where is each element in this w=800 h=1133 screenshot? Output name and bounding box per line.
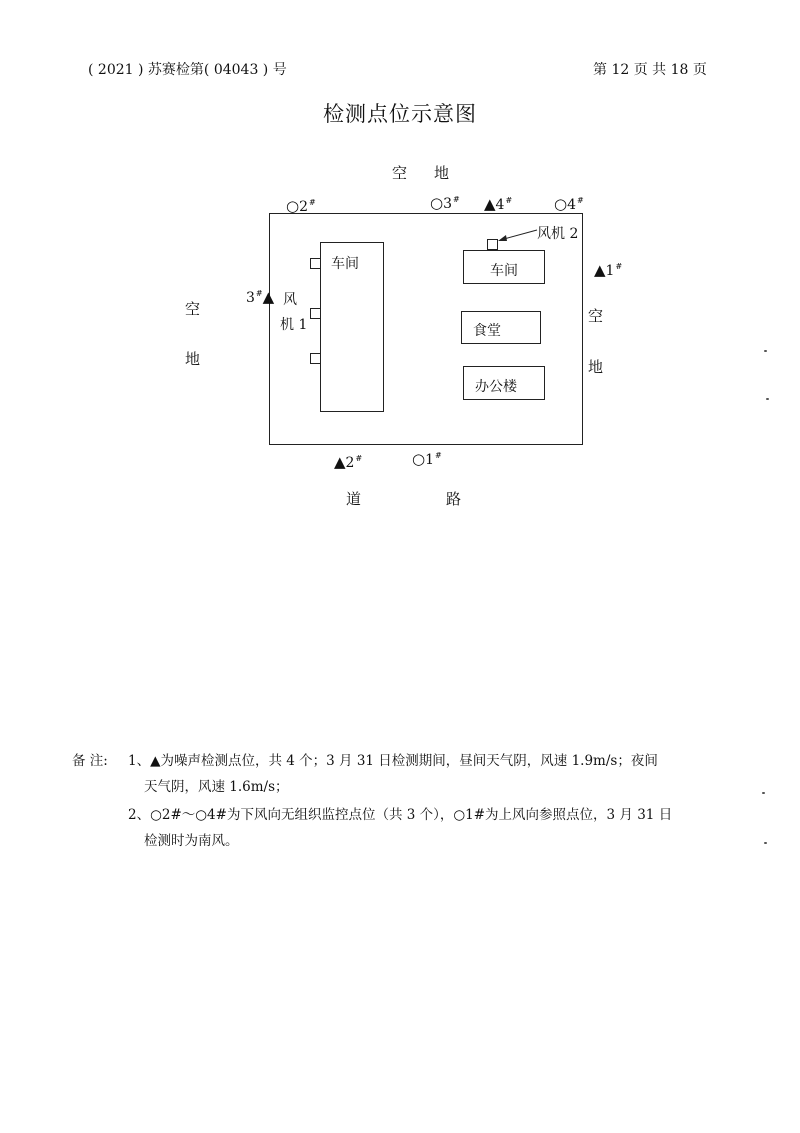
air-point-4: ○4#	[554, 195, 584, 213]
triangle-marker-icon: ▲	[334, 453, 346, 471]
fan1-label-line1: 风	[283, 292, 297, 308]
fan1-label-line2: 机 1	[280, 317, 308, 333]
canteen	[461, 311, 541, 344]
west-label-char2: 地	[185, 350, 201, 368]
air-point-3: ○3#	[430, 194, 460, 212]
west-label-char1: 空	[185, 300, 201, 318]
circle-marker-icon: ○	[430, 194, 444, 212]
noise-point-1: ▲1#	[594, 261, 623, 279]
air-point-2: ○2#	[286, 197, 316, 215]
circle-marker-icon: ○	[286, 197, 300, 215]
page-title: 检测点位示意图	[323, 102, 477, 126]
noise-point-2: ▲2#	[334, 453, 363, 471]
workshop-left-label: 车间	[331, 256, 359, 272]
notes-label: 备 注:	[72, 753, 108, 769]
note-1-line-2: 天气阴，风速 1.6m/s；	[144, 779, 289, 795]
north-label-char2: 地	[434, 164, 450, 182]
canteen-label: 食堂	[473, 323, 501, 339]
workshop-left	[320, 242, 384, 412]
south-label-char2: 路	[446, 490, 462, 508]
fan2-label: 风机 2	[537, 226, 579, 242]
air-point-1: ○1#	[412, 450, 442, 468]
triangle-marker-icon: ▲	[594, 261, 606, 279]
workshop-right	[463, 250, 545, 284]
noise-point-4: ▲4#	[484, 195, 513, 213]
north-label-char1: 空	[392, 164, 408, 182]
fan1-outlet-middle	[310, 308, 321, 319]
east-label-char2: 地	[588, 358, 604, 376]
note-2-line-2: 检测时为南风。	[144, 833, 239, 849]
office-building-label: 办公楼	[475, 379, 517, 395]
fan1-outlet-top	[310, 258, 321, 269]
noise-point-3: 3#▲	[246, 288, 275, 306]
triangle-marker-icon: ▲	[484, 195, 496, 213]
scan-speck	[762, 792, 765, 794]
report-number: ( 2021 ) 苏赛检第( 04043 ) 号	[88, 62, 287, 78]
workshop-right-label: 车间	[490, 263, 518, 279]
triangle-marker-icon: ▲	[262, 288, 275, 306]
east-label-char1: 空	[588, 307, 604, 325]
fan2-pointer-arrow	[495, 226, 540, 244]
office-building	[463, 366, 545, 400]
circle-marker-icon: ○	[412, 450, 426, 468]
scan-speck	[764, 350, 767, 352]
scan-speck	[764, 842, 767, 844]
fan1-outlet-bottom	[310, 353, 321, 364]
note-1-line-1: 1、▲为噪声检测点位，共 4 个；3 月 31 日检测期间，昼间天气阴，风速 1.9m/s；夜间	[128, 753, 658, 769]
scan-speck	[766, 398, 769, 400]
south-label-char1: 道	[346, 490, 362, 508]
circle-marker-icon: ○	[554, 195, 568, 213]
note-2-line-1: 2、○2#～○4#为下风向无组织监控点位（共 3 个），○1#为上风向参照点位，3 月 31 日	[128, 807, 673, 823]
page-indicator: 第 12 页 共 18 页	[593, 62, 707, 78]
